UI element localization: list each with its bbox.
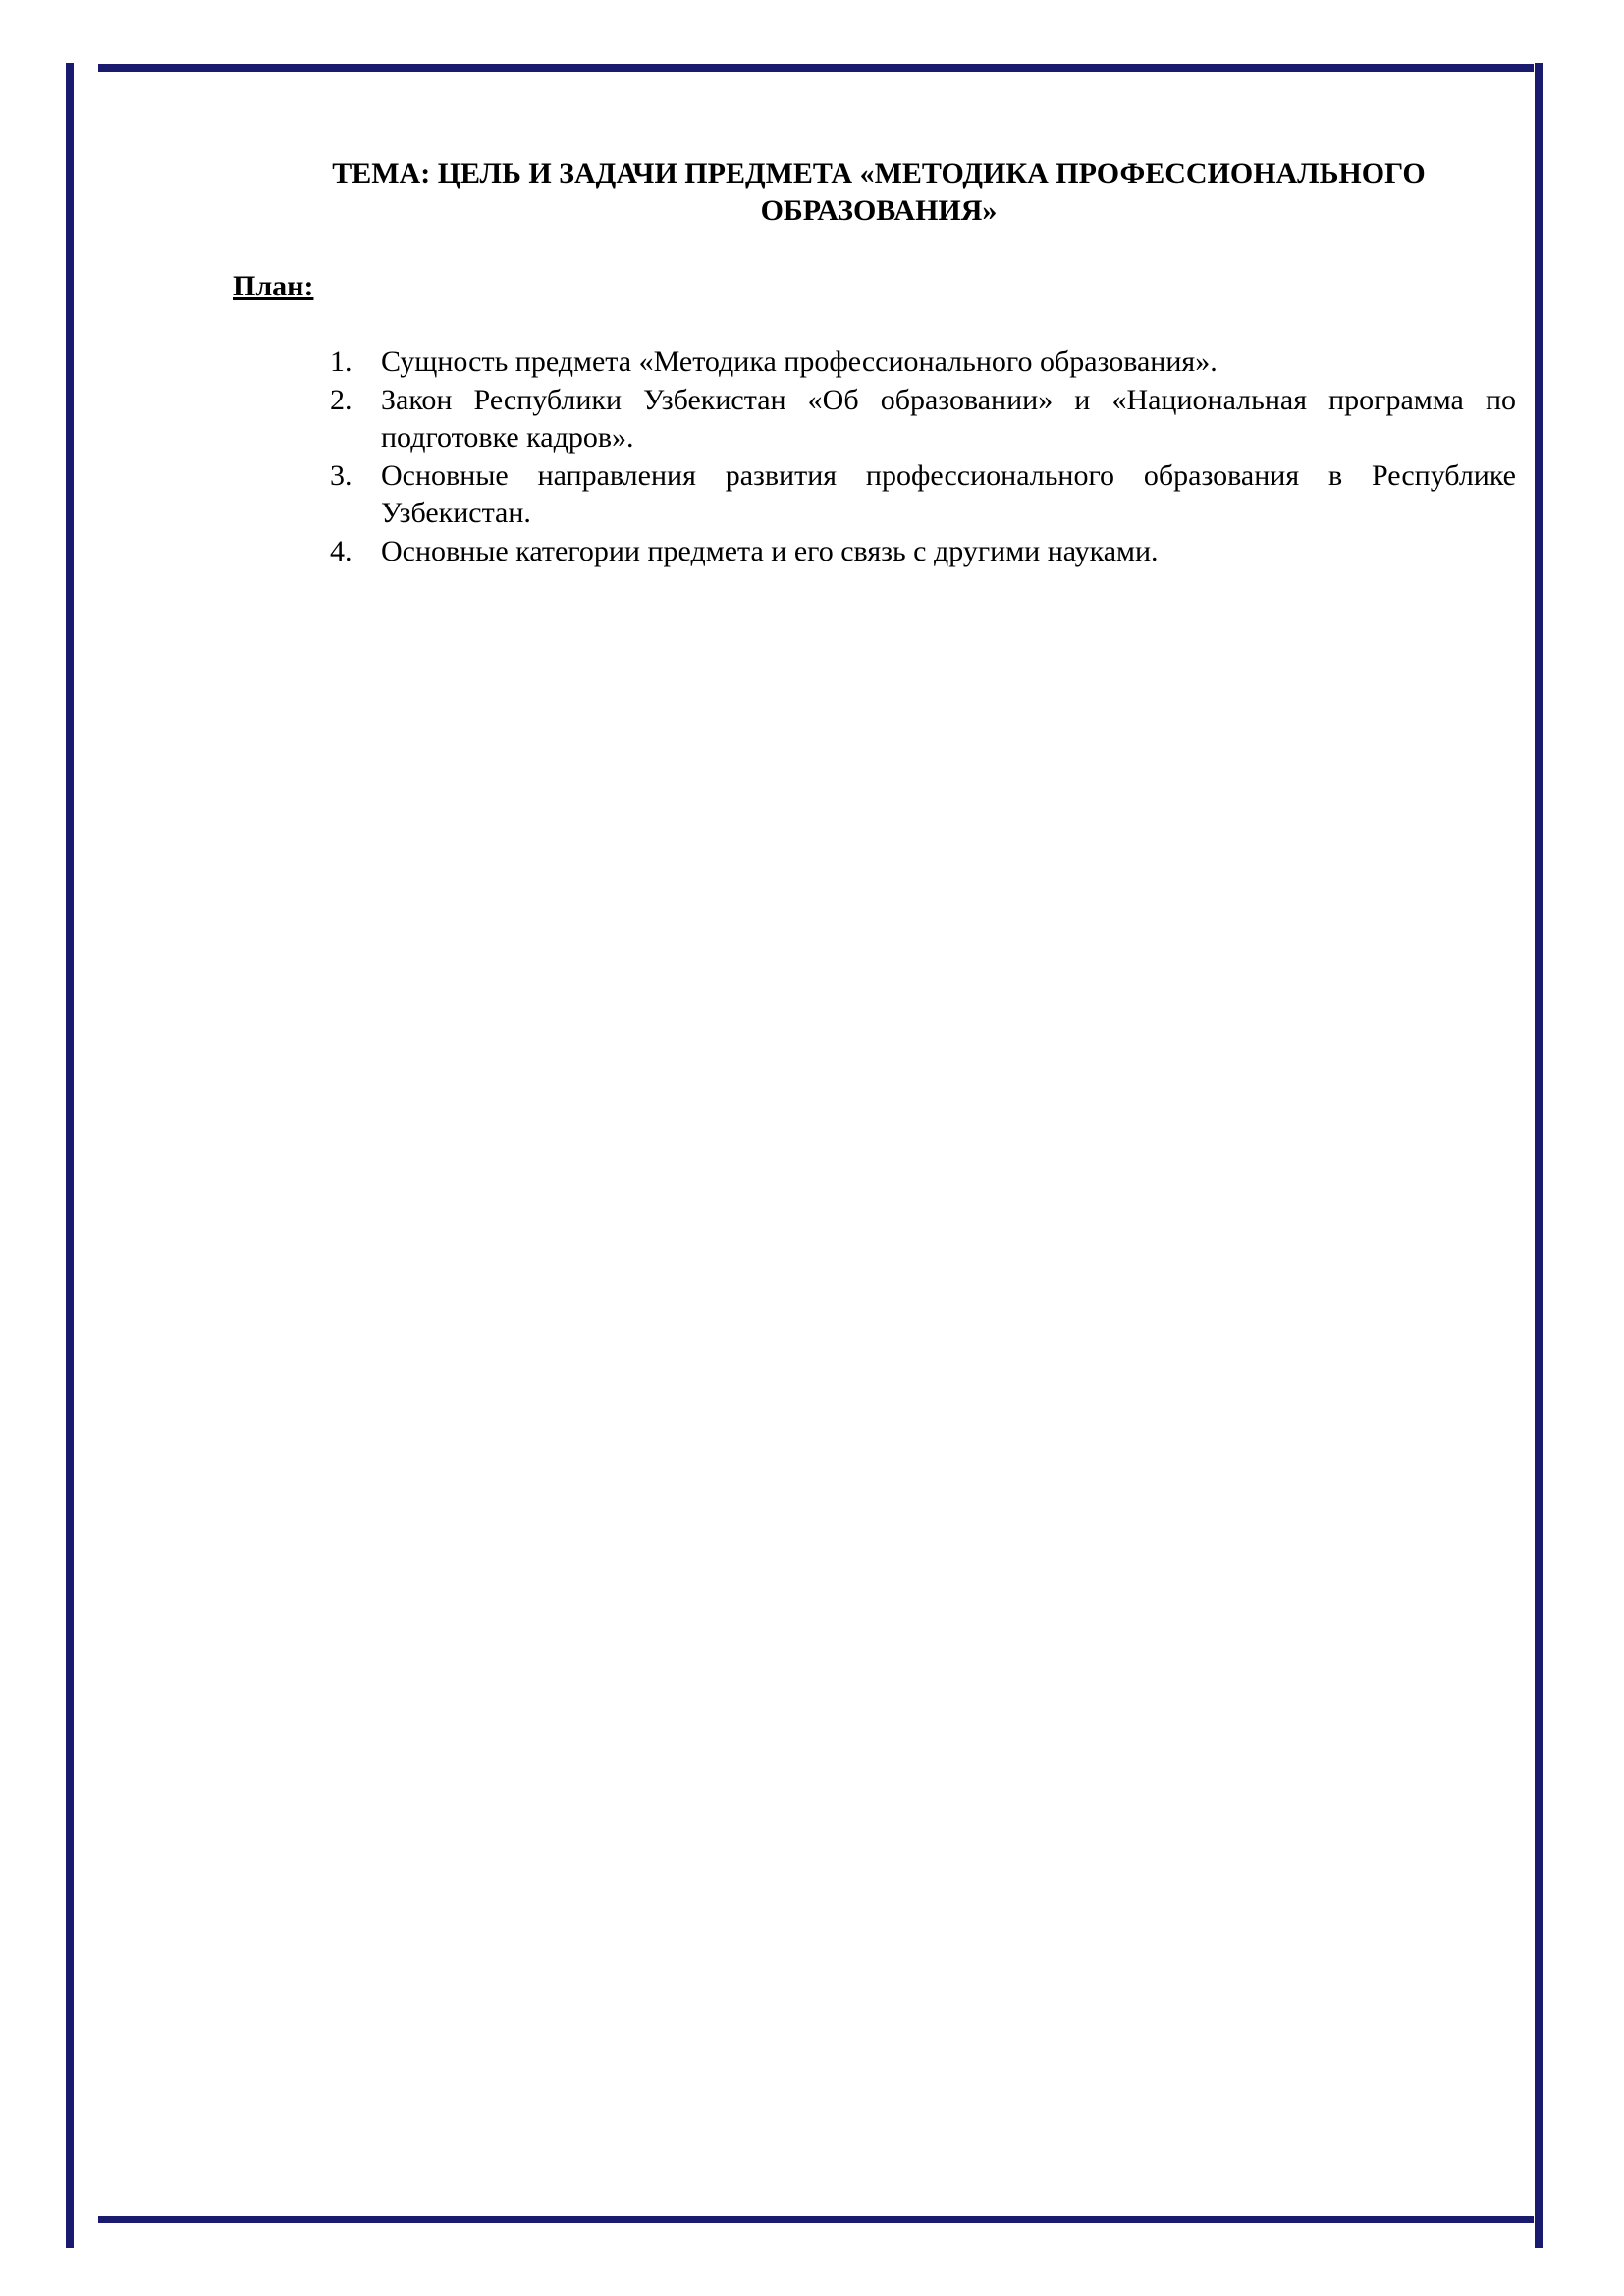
plan-list xyxy=(324,344,1516,570)
plan-item-number: 2. xyxy=(330,383,352,416)
page-border-right xyxy=(1534,63,1567,2248)
plan-item-number: 4. xyxy=(330,534,352,567)
plan-item xyxy=(324,382,1516,457)
page-border-bottom xyxy=(65,2215,1567,2248)
plan-item-text: Основные направления развития профессионального образования в Республике Узбекистан. xyxy=(381,458,1516,529)
plan-heading: План: xyxy=(233,270,314,302)
plan-item-number: 1. xyxy=(330,346,352,378)
plan-item xyxy=(324,457,1516,533)
plan-item xyxy=(324,533,1516,571)
document-title: ТЕМА: ЦЕЛЬ И ЗАДАЧИ ПРЕДМЕТА «МЕТОДИКА ПРОФЕССИОНАЛЬНОГО ОБРАЗОВАНИЯ» xyxy=(332,157,1426,227)
plan-item-text: Закон Республики Узбекистан «Об образовании» и «Национальная программа по подготовке кадров». xyxy=(381,383,1516,454)
plan-item-text: Основные категории предмета и его связь с другими науками. xyxy=(381,534,1159,567)
plan-item xyxy=(324,344,1516,382)
plan-item-text: Сущность предмета «Методика профессионального образования». xyxy=(381,346,1218,378)
page-border-top xyxy=(65,63,1567,96)
page-border-left xyxy=(65,63,98,2248)
plan-item-number: 3. xyxy=(330,458,352,492)
